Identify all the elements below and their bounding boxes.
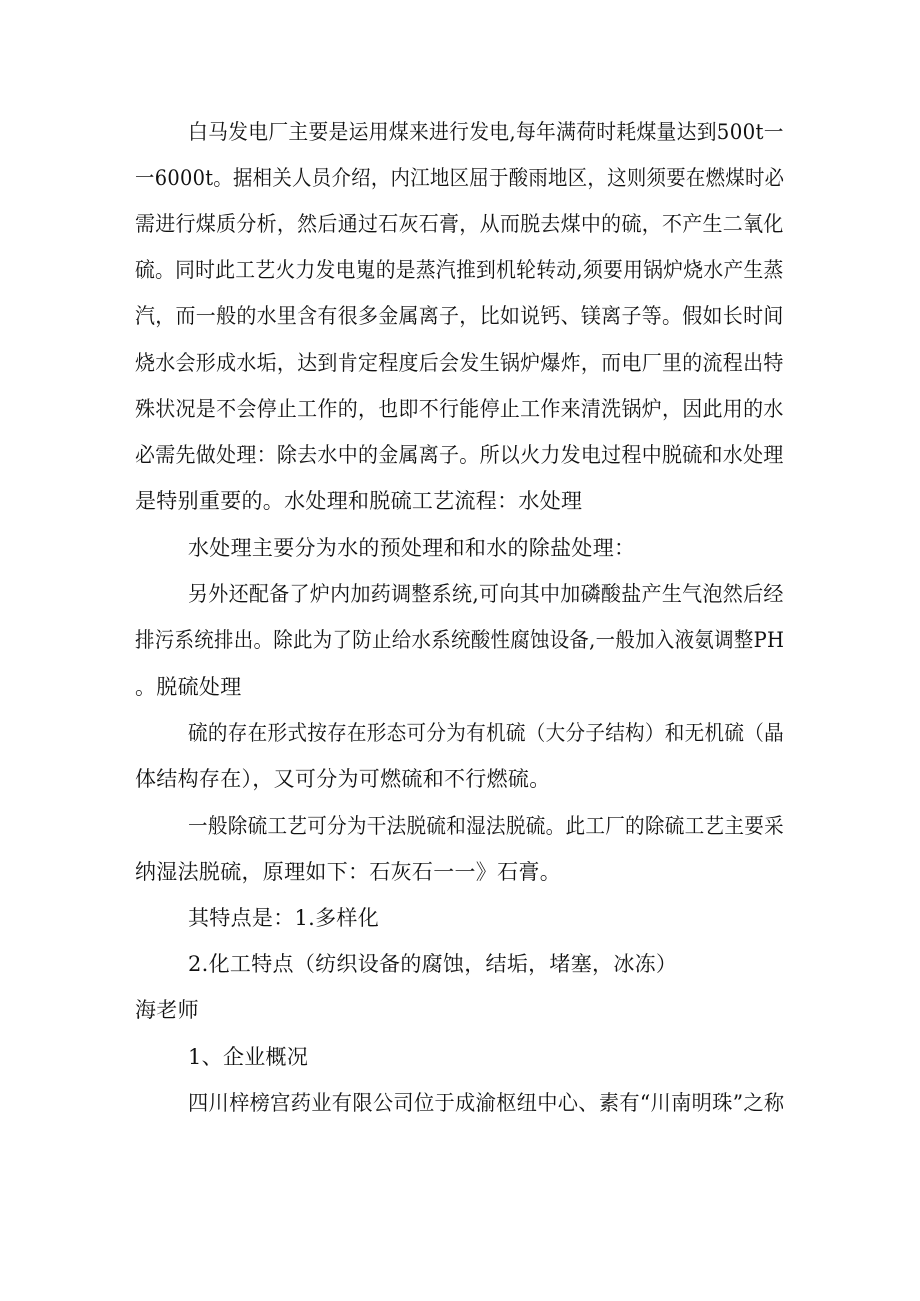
list-item: 2.化工特点（纺织设备的腐蚀，结垢，堵塞，冰冻） [188, 952, 678, 976]
paragraph-line: 硫的存在形式按存在形态可分为有机硫（大分子结构）和无机硫（晶 [188, 721, 784, 745]
paragraph-line: 四川梓榜宫药业有限公司位于成渝枢纽中心、素有“川南明珠”之称 [188, 1091, 785, 1115]
paragraph-line: 排污系统排出。除此为了防止给水系统酸性腐蚀设备,一般加入液氨调整PH [135, 628, 785, 652]
paragraph-line: 一般除硫工艺可分为干法脱硫和湿法脱硫。此工厂的除硫工艺主要采 [188, 814, 784, 838]
paragraph-line: 殊状况是不会停止工作的，也即不行能停止工作来清洗锅炉，因此用的水 [135, 397, 784, 421]
paragraph-line: 。脱硫处理 [135, 675, 242, 699]
paragraph-line: 需进行煤质分析，然后通过石灰石膏，从而脱去煤中的硫，不产生二氧化 [135, 212, 784, 236]
paragraph-line: 体结构存在），又可分为可燃硫和不行燃硫。 [135, 767, 551, 791]
author-name: 海老师 [135, 998, 199, 1022]
paragraph-line: 汽，而一般的水里含有很多金属离子，比如说钙、镁离子等。假如长时间 [135, 304, 784, 328]
paragraph-line: 烧水会形成水垢，达到肯定程度后会发生锅炉爆炸，而电厂里的流程出特 [135, 351, 784, 375]
paragraph-line: 硫。同时此工艺火力发电嵬的是蒸汽推到机轮转动,须要用锅炉烧水产生蒸 [135, 258, 784, 282]
paragraph-line: 另外还配备了炉内加药调整系统,可向其中加磷酸盐产生气泡然后经 [188, 582, 784, 606]
paragraph-line: 白马发电厂主要是运用煤来进行发电,每年满荷时耗煤量达到500t一 [188, 120, 784, 144]
paragraph-line: 一6000t。据相关人员介绍，内江地区屈于酸雨地区，这则须要在燃煤时必 [135, 166, 785, 190]
paragraph-line: 是特别重要的。水处理和脱硫工艺流程：水处理 [135, 489, 583, 513]
section-heading: 1、企业概况 [188, 1045, 309, 1069]
paragraph-line: 水处理主要分为水的预处理和和水的除盐处理： [188, 536, 636, 560]
paragraph-line: 纳湿法脱硫，原理如下：石灰石一一》石膏。 [135, 860, 561, 884]
paragraph-line: 必需先做处理：除去水中的金属离子。所以火力发电过程中脱硫和水处理 [135, 443, 784, 467]
list-item: 其特点是：1.多样化 [188, 906, 380, 930]
